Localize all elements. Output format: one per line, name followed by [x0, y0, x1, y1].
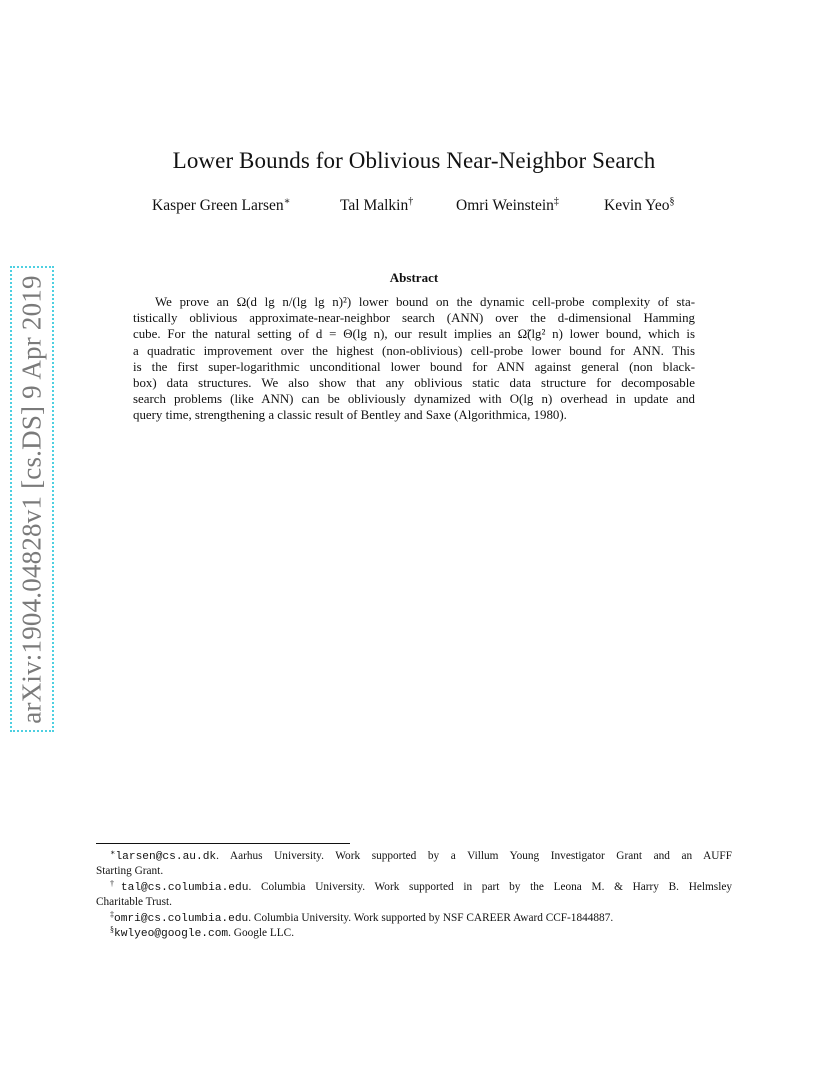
- footnote-text: . Google LLC.: [228, 926, 295, 939]
- abstract-line: cube. For the natural setting of d = Θ(lg n), our result implies an Ω̃(lg² n) lower bound, which is: [133, 327, 695, 342]
- footnote-mark: §: [110, 924, 114, 934]
- footnote-text: . Columbia University. Work supported in part by the Leona M. & Harry B. Helmsley: [248, 880, 733, 893]
- footnote-line: Starting Grant.: [96, 865, 164, 878]
- author-yeo: [604, 197, 674, 215]
- author-name: Tal Malkin: [340, 197, 409, 214]
- abstract-line: is the first super-logarithmic unconditional lower bound for ANN against general (non black-: [133, 359, 695, 374]
- footnote-line: [96, 880, 732, 895]
- author-name: Kasper Green Larsen: [152, 197, 284, 214]
- paper-title: Lower Bounds for Oblivious Near-Neighbor Search: [172, 148, 656, 173]
- footnote-email[interactable]: kwlyeo@google.com: [114, 927, 229, 940]
- abstract-line: We prove an Ω(d lg n/(lg lg n)²) lower bound on the dynamic cell-probe complexity of sta-: [155, 295, 695, 309]
- arxiv-identifier-text: arXiv:1904.04828v1 [cs.DS] 9 Apr 2019: [16, 274, 47, 724]
- author-footnote-mark: §: [669, 196, 675, 207]
- author-malkin: [340, 197, 413, 215]
- footnote-malkin: [96, 880, 732, 911]
- footnote-text: . Columbia University. Work supported by NSF CAREER Award CCF-1844887.: [248, 911, 614, 924]
- footnote-text: . Aarhus University. Work supported by a Villum Young Investigator Grant and an AUFF: [216, 850, 732, 862]
- arxiv-identifier-stamp[interactable]: [10, 266, 54, 732]
- footnote-line: [96, 849, 732, 864]
- abstract-body: [133, 294, 695, 424]
- footnote-line: Charitable Trust.: [96, 896, 172, 909]
- author-list: [0, 197, 828, 221]
- abstract-line: tistically oblivious approximate-near-neighbor search (ANN) over the d-dimensional Hamming: [133, 311, 695, 326]
- footnote-line: [96, 911, 732, 926]
- footnote-mark: ∗: [110, 848, 116, 857]
- author-name: Kevin Yeo: [604, 197, 670, 214]
- footnote-divider: [96, 843, 350, 844]
- author-weinstein: [456, 197, 559, 215]
- author-footnote-mark: †: [408, 196, 414, 207]
- footnote-mark: ‡: [110, 909, 114, 919]
- author-larsen: [152, 197, 290, 215]
- abstract-heading: Abstract: [389, 270, 439, 285]
- footnote-weinstein: [96, 911, 732, 926]
- footnote-larsen: [96, 849, 732, 880]
- author-footnote-mark: ∗: [283, 196, 291, 207]
- abstract-line: box) data structures. We also show that any oblivious static data structure for decomposable: [133, 375, 695, 390]
- author-name: Omri Weinstein: [456, 197, 554, 214]
- footnote-email[interactable]: tal@cs.columbia.edu: [120, 881, 249, 894]
- footnote-yeo: [96, 926, 732, 941]
- footnote-line: [96, 926, 732, 941]
- footnote-email[interactable]: omri@cs.columbia.edu: [114, 912, 249, 925]
- footnote-email[interactable]: larsen@cs.au.dk: [115, 851, 217, 863]
- abstract-line: search problems (like ANN) can be obliviously dynamized with O(lg n) overhead in update and: [133, 392, 695, 407]
- abstract-line: query time, strengthening a classic result of Bentley and Saxe (Algorithmica, 1980).: [133, 408, 567, 423]
- footnotes: [96, 849, 732, 941]
- abstract-line: a quadratic improvement over the highest (non-oblivious) cell-probe lower bound for ANN. This: [133, 343, 695, 358]
- footnote-mark: †: [110, 878, 121, 888]
- author-footnote-mark: ‡: [553, 196, 559, 207]
